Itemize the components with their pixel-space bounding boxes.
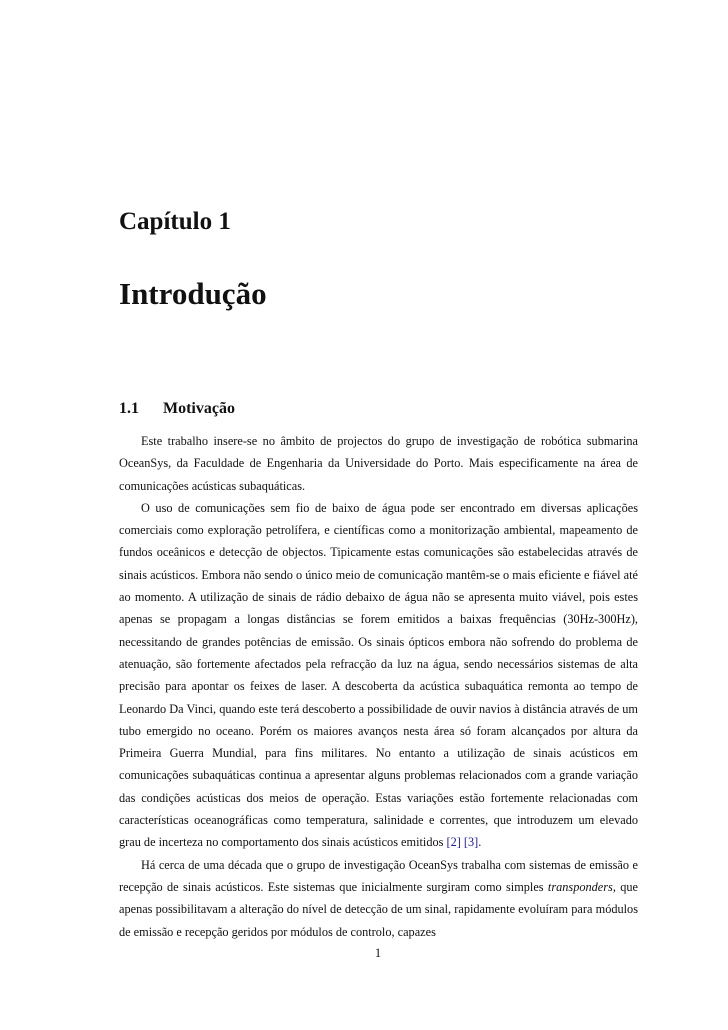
chapter-label: Capítulo 1 (119, 208, 231, 235)
italic-term: transponders (547, 879, 613, 894)
page-number: 1 (374, 946, 382, 960)
citation-link[interactable]: [3] (463, 835, 479, 850)
paragraph-1: Este trabalho insere-se no âmbito de projectos do grupo de investigação de robótica submarina OceanSys, da Faculdade de Engenharia da Universidade do Porto. Mais especificamente na área de comunicações acústicas subaquáticas. (119, 434, 638, 493)
paragraph-3-text: Há cerca de uma década que o grupo de investigação OceanSys trabalha com sistemas de emissão e recepção de sinais acústicos. Este sistemas que inicialmente surgiram como simples (119, 857, 638, 894)
section-title: Motivação (163, 400, 235, 417)
chapter-title: Introdução (119, 276, 267, 311)
body-text (119, 430, 638, 943)
section-number: 1.1 (119, 400, 139, 417)
citation-link[interactable]: [2] (446, 835, 461, 850)
paragraph-3-rest: , que apenas possibilitavam a alteração do nível de detecção de um sinal, rapidamente evoluíram para módulos de emissão e recepção geridos por módulos de controlo, capazes (119, 879, 638, 939)
paragraph-2-end: . (478, 835, 482, 850)
paragraph-2 (119, 497, 638, 854)
section-heading (119, 400, 235, 418)
paragraph-3 (119, 854, 638, 943)
paragraph-2-text: O uso de comunicações sem fio de baixo de água pode ser encontrado em diversas aplicações comerciais como exploração petrolífera, e científicas como a monitorização ambiental, mapeamento de fundos oceânicos e detecção de objectos. Tipicamente estas comunicações são estabelecidas através de sinais acústicos. Embora não sendo o único meio de comunicação mantêm-se o mais eficiente e fiável até ao momento. A utilização de sinais de rádio debaixo de água não se apresenta muito viável, pois estes apenas se propagam a longas distâncias se forem emitidos a baixas frequências (30Hz-300Hz), necessitando de grandes potências de emissão. Os sinais ópticos embora não sofrendo do problema de atenuação, são fortemente afectados pela refracção da luz na água, sendo necessários sistemas de alta precisão para apontar os feixes de laser. A descoberta da acústica subaquática remonta ao tempo de Leonardo Da Vinci, quando este terá descoberto a possibilidade de ouvir navios à distância através de um tubo emergido no oceano. Porém os maiores avanços nesta área só foram alcançados por altura da Primeira Guerra Mundial, para fins militares. No entanto a utilização de sinais acústicos em comunicações subaquáticas continua a apresentar alguns problemas relacionados com a grande variação das condições acústicas dos meios de operação. Estas variações estão fortemente relacionadas com características oceanográficas como temperatura, salinidade e correntes, que introduzem um elevado grau de incerteza no comportamento dos sinais acústicos emitidos (119, 500, 638, 850)
